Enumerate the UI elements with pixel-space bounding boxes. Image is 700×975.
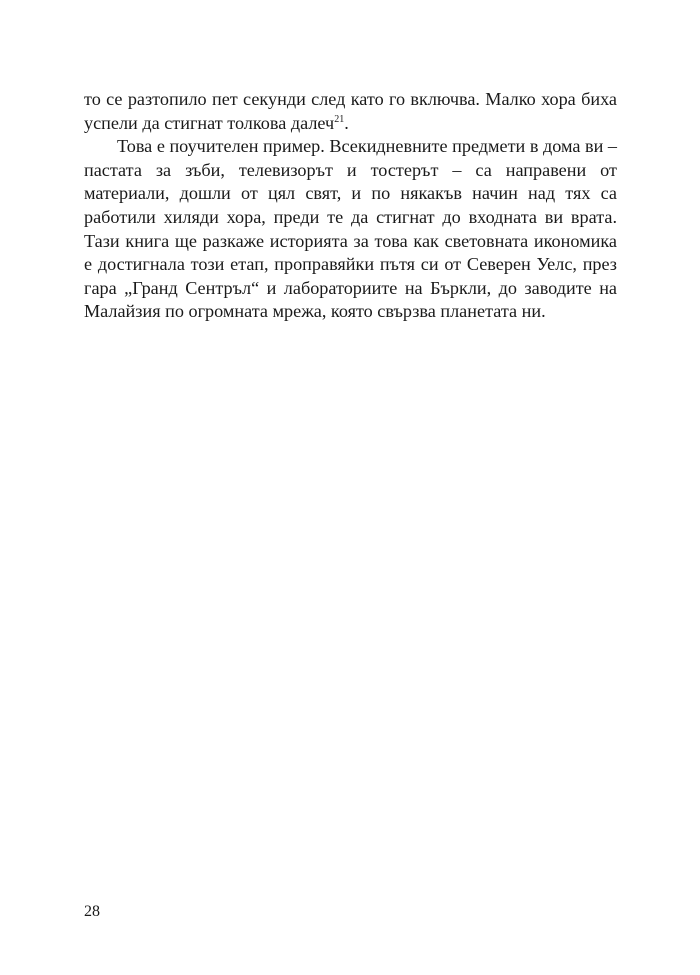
paragraph-2: Това е поучителен пример. Всекидневните предмети в дома ви – пастата за зъби, телевизорът и тостерът – са направени от материали, дошли от цял свят, и по някакъв начин над тях са работили хиляди хора, преди те да стигнат до входната ви врата. Тази книга ще разкаже историята за това как световната икономика е достигнала този етап, проправяйки пътя си от Северен Уелс, през гара „Гранд Сентръл“ и лабораториите на Бъркли, до заводите на Малайзия по огромната мрежа, която свързва планетата ни. [84, 136, 617, 322]
paragraph-1-text: то се разтопило пет секунди след като го включва. Малко хора биха успели да стигнат толкова далеч [84, 89, 617, 133]
footnote-reference[interactable]: 21 [334, 113, 345, 125]
paragraph-1 [84, 88, 617, 135]
paragraph-1-tail: . [344, 112, 349, 133]
body-text [84, 88, 617, 324]
page-number: 28 [84, 903, 100, 920]
